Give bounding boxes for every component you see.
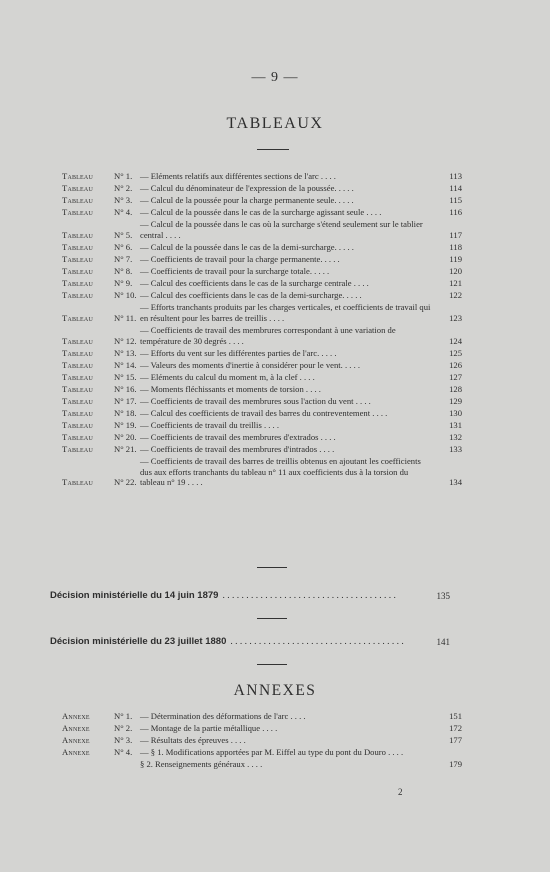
signature-mark: 2 [398, 787, 403, 797]
leader-dots: . . . . [228, 335, 244, 346]
entry-page: 114 [449, 183, 462, 194]
tableau-entry [62, 242, 462, 253]
tableau-entry [62, 219, 462, 240]
entry-number: N° 2. [114, 183, 133, 194]
leader-dots: . . . . [366, 207, 382, 218]
entry-page: 177 [449, 735, 462, 746]
entry-label: Tableau [62, 371, 93, 382]
entry-number: N° 19. [114, 420, 137, 431]
leader-dots: . . . . [319, 444, 335, 455]
entry-label: Annexe [62, 711, 90, 721]
entry-title-text: — Eléments du calcul du moment m, à la clef [140, 371, 298, 382]
entry-label: Tableau [62, 278, 93, 289]
leader-dots: . . . . [353, 278, 369, 289]
entry-title [140, 254, 440, 265]
decision-1879 [50, 590, 450, 601]
entry-number: N° 20. [114, 432, 137, 443]
entry-label: Tableau [62, 183, 93, 194]
entry-title [140, 302, 440, 323]
entry-title-text: — Calcul de la poussée dans le cas où la surcharge s'étend seulement sur le tablier central [140, 219, 423, 240]
entry-title [140, 360, 440, 371]
decision-page: 141 [436, 637, 450, 647]
entry-number: N° 6. [114, 241, 133, 252]
leader-dots: . . . . [355, 396, 371, 406]
entry-label: Tableau [62, 290, 93, 301]
entry-title [140, 735, 440, 746]
entry-title [140, 384, 440, 395]
entry-title [140, 290, 440, 301]
entry-number: N° 9. [114, 278, 133, 289]
entry-title [140, 207, 440, 218]
entry-title [140, 432, 440, 443]
leader-dots: . . . . [338, 195, 354, 206]
leader-dots: . . . . [187, 477, 203, 488]
entry-number: N° 4. [114, 747, 133, 758]
entry-title [140, 408, 440, 419]
tableau-entry [62, 384, 462, 395]
entry-number: N° 4. [114, 207, 133, 218]
leader-dots: . . . . [344, 359, 361, 370]
leader-dots: . . . . [269, 312, 285, 323]
entry-label: Tableau [62, 254, 93, 265]
leader-dots: . . . . . . . . . . . . . . . . . . . . . . . . . . . . . . . . . . . . . [230, 637, 404, 647]
leader-dots: . . . . [290, 711, 306, 721]
tableau-entry [62, 325, 462, 346]
tableau-entry [62, 408, 462, 419]
leader-dots: . . . . [324, 254, 340, 265]
entry-title-text: — Calcul de la poussée dans le cas de la demi-surcharge. [140, 241, 337, 252]
leader-dots: . . . . [165, 229, 181, 240]
entry-page: 118 [449, 241, 462, 252]
leader-dots: . . . . [263, 420, 279, 431]
entry-label: Annexe [62, 723, 90, 734]
tableau-entry [62, 444, 462, 455]
entry-page: 130 [449, 408, 462, 419]
tableau-entry [62, 195, 462, 206]
entry-page: 151 [449, 711, 462, 721]
entry-page: 125 [449, 347, 462, 358]
annex-entry [62, 711, 462, 722]
entry-title [140, 711, 440, 722]
entry-title-text: — Coefficients de travail pour la charge permanente. [140, 254, 323, 265]
tableau-entry [62, 348, 462, 359]
entry-number: N° 12. [114, 335, 137, 346]
entry-title [140, 396, 440, 407]
entry-label: Tableau [62, 266, 93, 277]
tableau-entry [62, 254, 462, 265]
annex-entry [62, 759, 462, 770]
tableau-entry [62, 171, 462, 182]
entry-page: 172 [449, 723, 462, 734]
entry-number: N° 5. [114, 229, 133, 240]
entry-label: Tableau [62, 444, 93, 455]
leader-dots: . . . . [320, 432, 336, 443]
annexes-list [62, 711, 462, 771]
annex-entry [62, 747, 462, 758]
entry-title [140, 444, 440, 455]
entry-number: N° 1. [114, 171, 133, 181]
decision-page: 135 [436, 591, 450, 601]
entry-number: N° 13. [114, 347, 137, 358]
entry-page: 120 [449, 266, 462, 277]
leader-dots: . . . . [346, 290, 362, 301]
entry-title-text: — Coefficients de travail des membrures d'intrados [140, 444, 318, 455]
tableau-entry [62, 266, 462, 277]
leader-dots: . . . . . . . . . . . . . . . . . . . . . . . . . . . . . . . . . . . . . [222, 591, 396, 601]
leader-dots: . . . . [338, 241, 354, 252]
page-number: — 9 — [251, 70, 299, 85]
tableau-entry [62, 360, 462, 371]
entry-title-text: — Efforts du vent sur les différentes parties de l'arc. [140, 347, 320, 358]
leader-dots: . . . . [338, 183, 354, 194]
entry-label: Tableau [62, 477, 93, 488]
entry-page: 128 [449, 383, 462, 394]
entry-page: 133 [449, 444, 462, 455]
leader-dots: . . . . [262, 723, 278, 734]
entry-label: Tableau [62, 335, 93, 346]
leader-dots: . . . . [321, 347, 337, 358]
entry-label: Tableau [62, 347, 93, 358]
entry-title-text: — Détermination des déformations de l'arc [140, 711, 289, 721]
entry-page: 131 [449, 420, 462, 431]
entry-title [140, 456, 440, 488]
entry-title-text: — Eléments relatifs aux différentes sections de l'arc [140, 171, 319, 181]
decision-text: Décision ministérielle du 14 juin 1879 [50, 590, 219, 601]
entry-number: N° 1. [114, 711, 133, 721]
entry-number: N° 2. [114, 723, 133, 734]
section-rule-3 [257, 664, 287, 665]
decision-1880 [50, 636, 450, 647]
tableau-entry [62, 278, 462, 289]
entry-title-text: — Calcul de la poussée pour la charge permanente seule. [140, 195, 337, 206]
entry-title-text: — Coefficients de travail des barres de treillis obtenus en ajoutant les coefficients dus aux efforts tranchants du tableau n° 11 aux coefficients dus à la torsion du tableau n° 19 [140, 456, 421, 488]
entry-title-text: — § 1. Modifications apportées par M. Eiffel au type du pont du Douro [140, 747, 386, 758]
entry-number: N° 22. [114, 477, 137, 488]
entry-label: Tableau [62, 420, 93, 431]
tableaux-heading: TABLEAUX [226, 115, 324, 132]
entry-title-text: — Calcul des coefficients dans le cas de la surcharge centrale [140, 278, 352, 289]
tableau-entry [62, 207, 462, 218]
entry-label: Tableau [62, 312, 93, 323]
entry-number: N° 18. [114, 408, 137, 419]
entry-number: N° 3. [114, 195, 133, 206]
tableau-entry [62, 290, 462, 301]
tableau-entry [62, 302, 462, 323]
entry-label: Tableau [62, 408, 93, 419]
entry-label: Tableau [62, 396, 93, 406]
entry-page: 122 [449, 290, 462, 301]
entry-title [140, 278, 440, 289]
entry-page: 117 [449, 229, 462, 240]
entry-title-text: — Calcul des coefficients dans le cas de la demi-surcharge. [140, 290, 345, 301]
entry-label: Tableau [62, 432, 93, 443]
entry-title-text: § 2. Renseignements généraux [140, 759, 246, 770]
section-rule-2 [257, 618, 287, 619]
entry-page: 179 [449, 759, 462, 770]
entry-label: Tableau [62, 207, 93, 218]
annex-entry [62, 735, 462, 746]
tableau-entry [62, 456, 462, 488]
tableau-entry [62, 432, 462, 443]
entry-title [140, 266, 440, 277]
heading-rule [257, 149, 289, 150]
entry-title [140, 219, 440, 240]
entry-title-text: — Efforts tranchants produits par les charges verticales, et coefficients de travail qui en résultent pour les barres de treillis [140, 302, 431, 323]
entry-number: N° 10. [114, 290, 137, 301]
tableaux-list [62, 171, 462, 490]
entry-page: 115 [449, 195, 462, 206]
entry-title-text: — Coefficients de travail du treillis [140, 420, 262, 431]
entry-number: N° 17. [114, 396, 137, 406]
entry-title [140, 242, 440, 253]
entry-title-text: — Coefficients de travail des membrures correspondant à une variation de température de 30 degrés [140, 325, 396, 346]
leader-dots: . . . . [320, 171, 336, 181]
entry-label: Tableau [62, 241, 93, 252]
entry-title [140, 183, 440, 194]
entry-page: 123 [449, 312, 462, 323]
entry-title-text: — Calcul du dénominateur de l'expression de la poussée. [140, 183, 337, 194]
entry-page: 119 [449, 254, 462, 265]
entry-title [140, 325, 440, 346]
entry-title-text: — Moments fléchissants et moments de torsion [140, 383, 304, 394]
entry-title [140, 747, 440, 758]
entry-title [140, 171, 440, 182]
entry-page: 121 [449, 278, 462, 289]
entry-title-text: — Calcul des coefficients de travail des barres du contreventement [140, 408, 371, 419]
entry-label: Annexe [62, 747, 90, 758]
entry-page: 132 [449, 432, 462, 443]
entry-number: N° 3. [114, 735, 133, 746]
decision-text: Décision ministérielle du 23 juillet 1880 [50, 636, 227, 647]
entry-title-text: — Coefficients de travail des membrures sous l'action du vent [140, 396, 354, 406]
entry-page: 129 [449, 396, 462, 406]
entry-page: 127 [449, 371, 462, 382]
entry-number: N° 16. [114, 383, 137, 394]
entry-title [140, 372, 440, 383]
entry-label: Tableau [62, 383, 93, 394]
leader-dots: . . . . [305, 383, 321, 394]
entry-page: 134 [449, 477, 462, 488]
tableau-entry [62, 372, 462, 383]
entry-title [140, 348, 440, 359]
entry-title [140, 723, 440, 734]
entry-title [140, 195, 440, 206]
entry-title-text: — Coefficients de travail des membrures d'extrados [140, 432, 319, 443]
entry-page: 116 [449, 207, 462, 218]
entry-title-text: — Résultats des épreuves [140, 735, 229, 746]
tableau-entry [62, 420, 462, 431]
entry-number: N° 8. [114, 266, 133, 277]
tableau-entry [62, 183, 462, 194]
entry-label: Annexe [62, 735, 90, 746]
leader-dots: . . . . [372, 408, 388, 419]
leader-dots: . . . . [388, 747, 404, 758]
leader-dots: . . . . [299, 371, 315, 382]
entry-number: N° 14. [114, 359, 137, 370]
entry-label: Tableau [62, 229, 93, 240]
entry-number: N° 15. [114, 371, 137, 382]
leader-dots: . . . . [314, 266, 330, 277]
entry-title-text: — Valeurs des moments d'inertie à considérer pour le vent. [140, 359, 343, 370]
entry-page: 113 [449, 171, 462, 181]
tableau-entry [62, 396, 462, 407]
entry-label: Tableau [62, 195, 93, 206]
entry-label: Tableau [62, 359, 93, 370]
entry-title-text: — Coefficients de travail pour la surcharge totale. [140, 266, 312, 277]
entry-number: N° 11. [114, 312, 137, 323]
annexes-heading: ANNEXES [233, 682, 317, 699]
annex-entry [62, 723, 462, 734]
entry-page: 126 [449, 359, 462, 370]
entry-title-text: — Montage de la partie métallique [140, 723, 261, 734]
leader-dots: . . . . [230, 735, 246, 746]
entry-label: Tableau [62, 171, 93, 181]
entry-page: 124 [449, 335, 462, 346]
entry-title-text: — Calcul de la poussée dans le cas de la surcharge agissant seule [140, 207, 365, 218]
entry-number: N° 7. [114, 254, 133, 265]
leader-dots: . . . . [247, 759, 263, 770]
entry-title [140, 420, 440, 431]
entry-number: N° 21. [114, 444, 137, 455]
section-rule-1 [257, 567, 287, 568]
entry-title [140, 759, 440, 770]
